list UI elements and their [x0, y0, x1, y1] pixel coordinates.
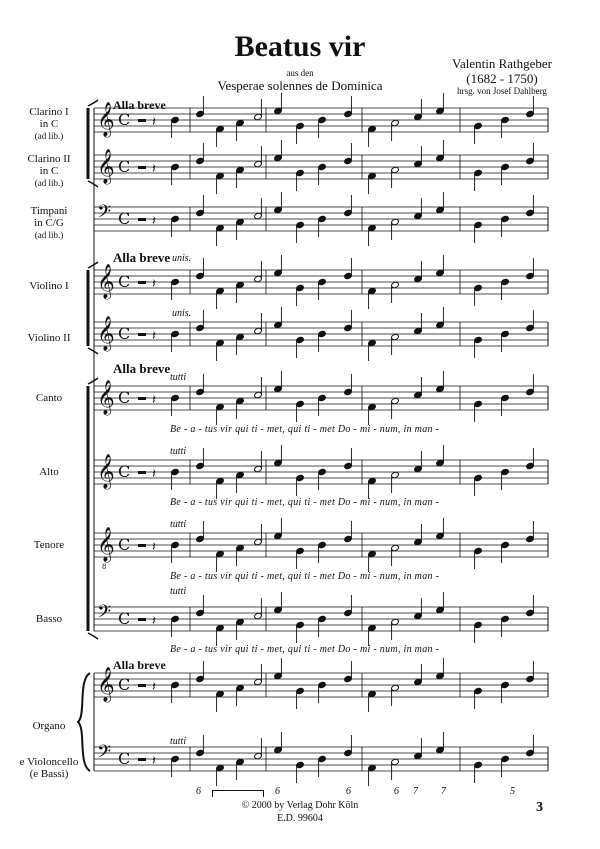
quarter-rest: 𝄽	[152, 393, 156, 408]
lyrics-alto: Be - a - tus vir qui ti - met, qui ti - met Do - mi - num, in man -	[170, 497, 440, 508]
treble-clef-icon: 𝄞	[97, 527, 115, 562]
instrument-label-organo: Organo	[32, 720, 66, 732]
organ-brace	[78, 673, 90, 771]
tempo-mark-brass: Alla breve	[113, 98, 166, 112]
time-signature: C	[118, 609, 131, 628]
figured-bass-4: 6	[394, 786, 399, 797]
half-rest	[138, 333, 146, 336]
composer-dates: (1682 - 1750)	[466, 71, 538, 86]
bass-clef-icon: 𝄢	[97, 202, 112, 227]
time-signature: C	[118, 209, 131, 228]
tutti-marking-tenore: tutti	[170, 519, 187, 530]
lyrics-basso: Be - a - tus vir qui ti - met, qui ti - met Do - mi - num, in man -	[170, 644, 440, 655]
instrument-label-violoncello: e Violoncello (e Bassi)	[19, 756, 79, 780]
instrument-label-clarino1: Clarino I in C (ad lib.)	[29, 106, 69, 141]
bass-clef-icon: 𝄢	[97, 602, 112, 627]
figured-bass-2: 6	[275, 786, 280, 797]
instrument-label-canto: Canto	[35, 392, 63, 404]
treble-clef-icon: 𝄞	[97, 316, 115, 351]
treble-clef-icon: 𝄞	[97, 149, 115, 184]
time-signature: C	[118, 272, 131, 291]
treble-clef-icon: 𝄞	[97, 102, 115, 137]
figured-bass-7: 5	[510, 786, 515, 797]
half-rest	[138, 471, 146, 474]
figured-bass-1: 6	[196, 786, 201, 797]
tutti-marking-alto: tutti	[170, 446, 187, 457]
time-signature: C	[118, 110, 131, 129]
quarter-rest: 𝄽	[152, 277, 156, 292]
half-rest	[138, 758, 146, 761]
treble-clef-icon: 𝄞	[97, 380, 115, 415]
copyright: © 2000 by Verlag Dohr Köln	[241, 800, 359, 811]
instrument-label-clarino2: Clarino II in C (ad lib.)	[27, 153, 71, 188]
time-signature: C	[118, 462, 131, 481]
quarter-rest: 𝄽	[152, 680, 156, 695]
figured-bass-3: 6	[346, 786, 351, 797]
page-title: Beatus vir	[234, 30, 366, 63]
half-rest	[138, 684, 146, 687]
instrument-label-violino1: Violino I	[29, 280, 69, 292]
figured-bass-5: 7	[413, 786, 418, 797]
half-rest	[138, 544, 146, 547]
time-signature: C	[118, 388, 131, 407]
lyrics-canto: Be - a - tus vir qui ti - met, qui ti - met Do - mi - num, in man -	[170, 424, 440, 435]
quarter-rest: 𝄽	[152, 754, 156, 769]
instrument-label-timpani: Timpani in C/G (ad lib.)	[30, 205, 68, 240]
tempo-mark-choir: Alla breve	[113, 361, 171, 376]
quarter-rest: 𝄽	[152, 115, 156, 130]
time-signature: C	[118, 535, 131, 554]
tempo-mark-strings: Alla breve	[113, 250, 171, 265]
half-rest	[138, 218, 146, 221]
page-number: 3	[536, 800, 543, 815]
tutti-marking-cello: tutti	[170, 736, 187, 747]
unis-marking-v2: unis.	[172, 308, 192, 319]
bass-clef-icon: 𝄢	[97, 742, 112, 767]
instrument-label-alto: Alto	[39, 466, 59, 478]
half-rest	[138, 119, 146, 122]
half-rest	[138, 281, 146, 284]
quarter-rest: 𝄽	[152, 467, 156, 482]
treble-clef-icon: 𝄞	[97, 454, 115, 489]
instrument-label-violino2: Violino II	[27, 332, 71, 344]
quarter-rest: 𝄽	[152, 329, 156, 344]
treble-clef-icon: 𝄞	[97, 264, 115, 299]
tutti-marking-canto: tutti	[170, 372, 187, 383]
subtitle-prefix: aus den	[286, 68, 314, 78]
subtitle: Vesperae solennes de Dominica	[217, 78, 383, 93]
lyrics-tenore: Be - a - tus vir qui ti - met, qui ti - met Do - mi - num, in man -	[170, 571, 440, 582]
composer-name: Valentin Rathgeber	[452, 56, 552, 71]
quarter-rest: 𝄽	[152, 162, 156, 177]
half-rest	[138, 397, 146, 400]
half-rest	[138, 618, 146, 621]
bracket-choir-bottom	[88, 633, 98, 639]
instrument-label-basso: Basso	[35, 613, 63, 625]
half-rest	[138, 166, 146, 169]
time-signature: C	[118, 749, 131, 768]
time-signature: C	[118, 157, 131, 176]
time-signature: C	[118, 324, 131, 343]
tutti-marking-basso: tutti	[170, 586, 187, 597]
octave-mark: 8	[102, 563, 107, 571]
treble-clef-icon: 𝄞	[97, 667, 115, 702]
quarter-rest: 𝄽	[152, 540, 156, 555]
time-signature: C	[118, 675, 131, 694]
editor-credit: hrsg. von Josef Dahlberg	[457, 86, 547, 96]
quarter-rest: 𝄽	[152, 214, 156, 229]
quarter-rest: 𝄽	[152, 614, 156, 629]
catalog-number: E.D. 99604	[277, 813, 323, 824]
unis-marking-v1: unis.	[172, 253, 192, 264]
figured-bass-6: 7	[441, 786, 446, 797]
instrument-label-tenore: Tenore	[33, 539, 65, 551]
tempo-mark-organ: Alla breve	[113, 658, 166, 672]
